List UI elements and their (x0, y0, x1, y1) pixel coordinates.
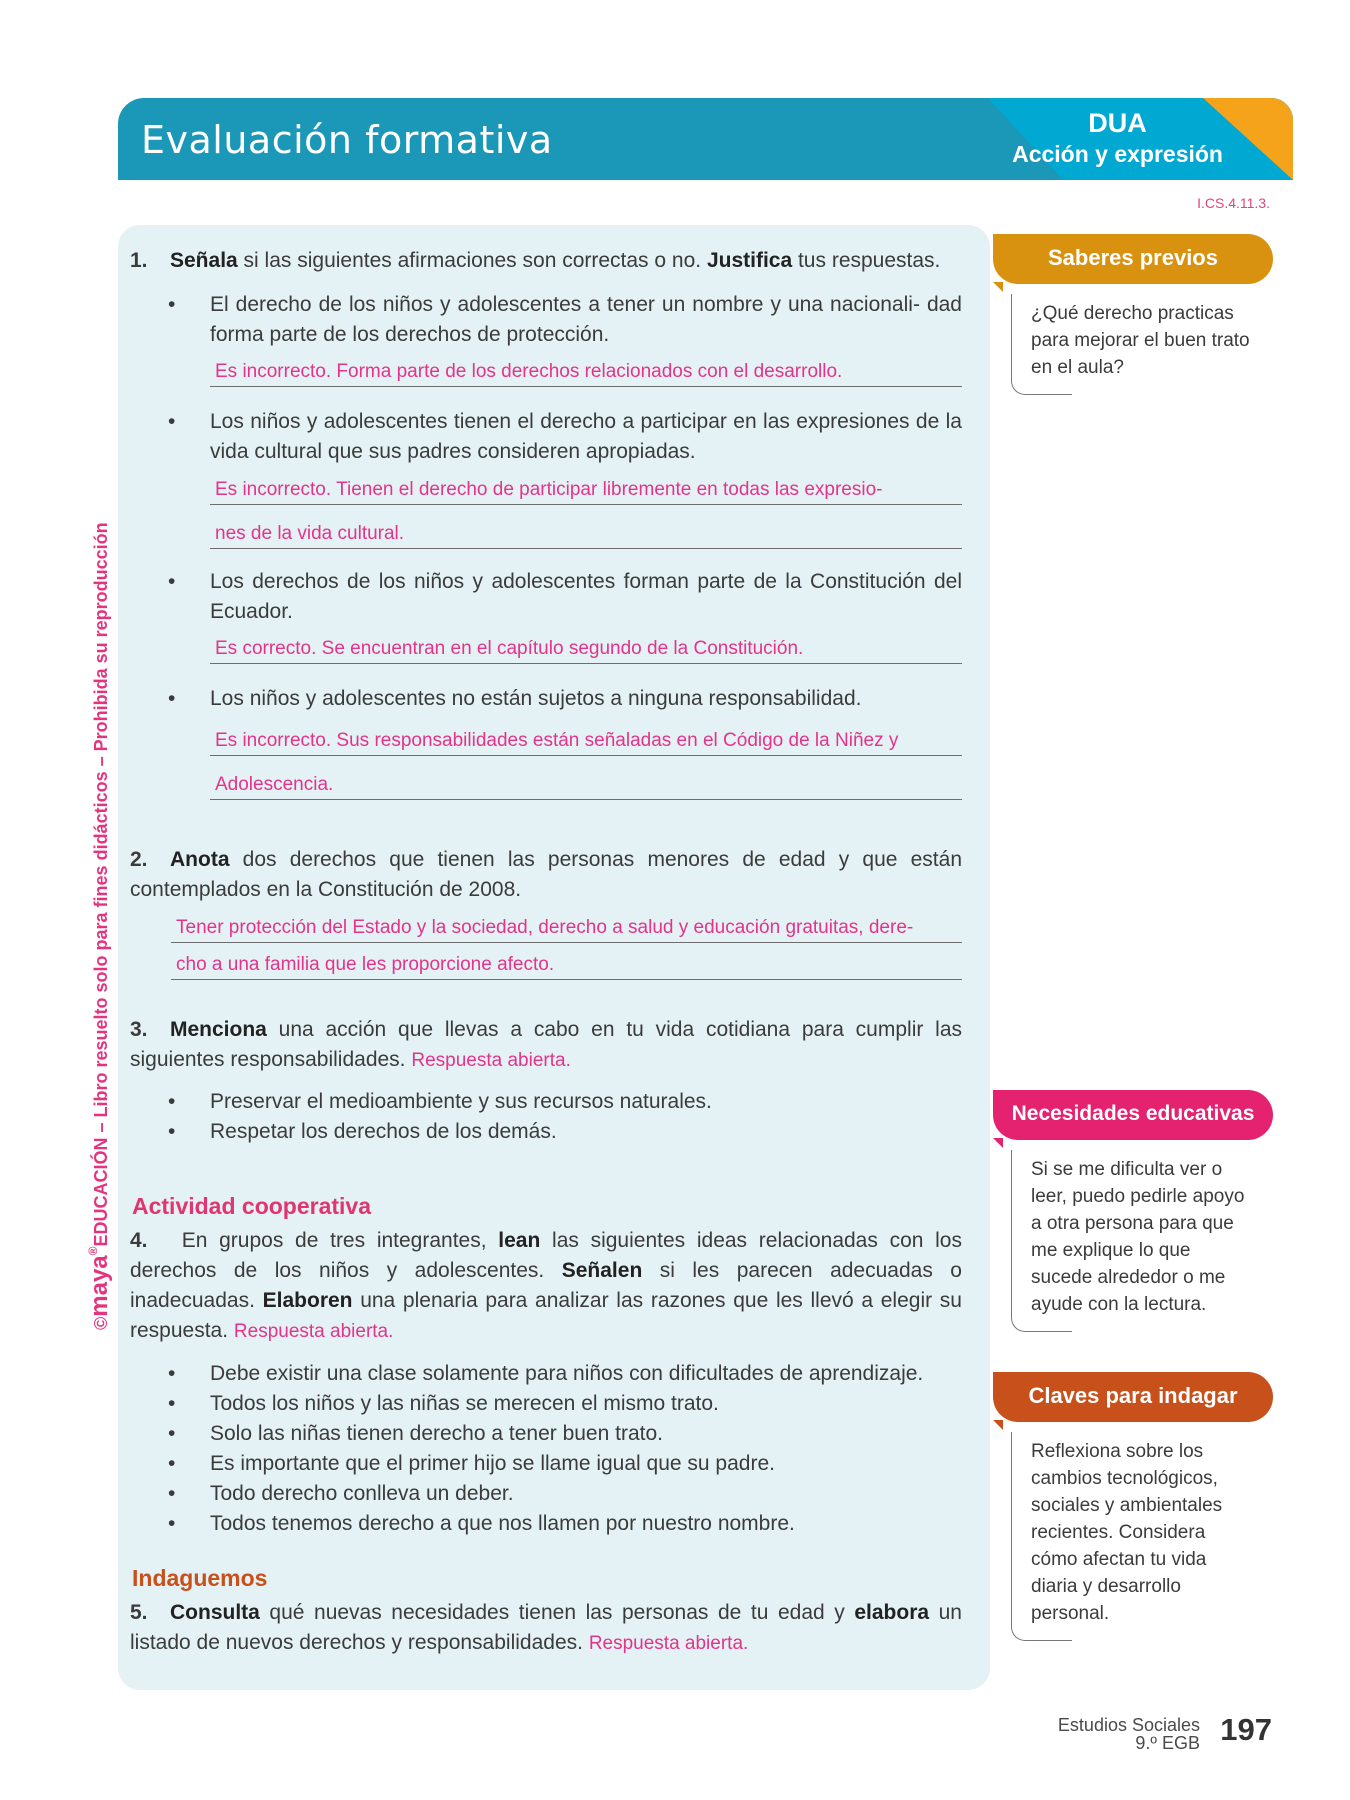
page-title: Evaluación formativa (141, 118, 553, 162)
indicator-code: I.CS.4.11.3. (1197, 195, 1270, 211)
bullet: • (168, 1422, 176, 1445)
copyright-text: EDUCACIÓN – Libro resuelto solo para fines didácticos – Prohibida su reproducción (91, 522, 111, 1247)
grade-label: 9.º EGB (1135, 1733, 1200, 1753)
question-number: 1. (130, 249, 148, 272)
bullet: • (168, 1362, 176, 1385)
question-number: 5. (130, 1601, 148, 1624)
dua-subtitle: Acción y expresión (1012, 141, 1223, 167)
list-item: Solo las niñas tienen derecho a tener buen trato. (210, 1422, 663, 1445)
question-5 (130, 1598, 962, 1659)
answer-line[interactable]: Es incorrecto. Forma parte de los derechos relacionados con el desarrollo. (210, 358, 962, 387)
list-item: Es importante que el primer hijo se llame igual que su padre. (210, 1452, 775, 1475)
sidebar-claves-para-indagar (993, 1372, 1273, 1641)
verb: Justifica (706, 249, 793, 272)
bullet: • (168, 1512, 176, 1535)
header-banner (118, 98, 1293, 180)
question-2 (130, 845, 962, 905)
bullet: • (168, 687, 176, 710)
section-cooperative: Actividad cooperativa (132, 1193, 372, 1219)
sidebar-tab-title: Saberes previos (993, 234, 1273, 284)
brand-logo: maya (86, 1255, 113, 1317)
bullet: • (168, 1120, 176, 1143)
verb: Menciona (170, 1018, 267, 1041)
question-text: dos derechos que tienen las personas menores de edad y que están contemplados en la Constitución de 2008. (130, 848, 962, 901)
sidebar-necesidades-educativas (993, 1090, 1273, 1332)
verb: Anota (170, 848, 230, 871)
question-number: 3. (130, 1018, 148, 1041)
bullet: • (168, 1452, 176, 1475)
bullet: • (168, 293, 176, 316)
answer-line[interactable]: Es correcto. Se encuentran en el capítulo segundo de la Constitución. (210, 635, 962, 664)
verb: Consulta (170, 1601, 260, 1624)
sidebar-tab-title: Claves para indagar (993, 1372, 1273, 1422)
sidebar-text: ¿Qué derecho practicas para mejorar el buen trato en el aula? (993, 294, 1273, 395)
list-item: Todos tenemos derecho a que nos llamen por nuestro nombre. (210, 1512, 795, 1535)
dua-label (1012, 108, 1223, 168)
question-text: En grupos de tres integrantes, (170, 1229, 499, 1252)
page-number: 197 (1220, 1712, 1272, 1747)
copyright-notice (86, 522, 114, 1330)
answer-line[interactable]: nes de la vida cultural. (210, 520, 962, 549)
verb: Señala (170, 249, 238, 272)
bullet: • (168, 1482, 176, 1505)
question-text: las siguientes ideas relacionadas con los derechos de los niños y adolescentes. (130, 1229, 962, 1282)
section-inquiry: Indaguemos (132, 1565, 268, 1591)
statement: Los niños y adolescentes tienen el derecho a participar en las expresiones de la vida cultural que sus padres consideren apropiadas. (210, 410, 962, 463)
dua-title: DUA (1088, 108, 1147, 138)
subject-name: Estudios Sociales (1057, 1715, 1200, 1735)
inline-answer: Respuesta abierta. (411, 1050, 571, 1071)
question-3 (130, 1015, 962, 1076)
list-item: Respetar los derechos de los demás. (210, 1120, 557, 1143)
question-text: si las siguientes afirmaciones son correctas o no. (237, 249, 707, 272)
question-number: 2. (130, 848, 148, 871)
question-number: 4. (130, 1229, 148, 1252)
registered-symbol: ® (86, 1246, 100, 1256)
statement: Los derechos de los niños y adolescentes forman parte de la Constitución del Ecuador. (210, 570, 962, 623)
question-1 (130, 246, 970, 276)
answer-line[interactable]: Es incorrecto. Tienen el derecho de participar libremente en todas las expresio- (210, 476, 962, 505)
statement: El derecho de los niños y adolescentes a tener un nombre y una nacionali- dad forma parte de los derechos de protección. (210, 293, 962, 346)
inline-answer: Respuesta abierta. (233, 1321, 394, 1342)
question-text: un listado de nuevos derechos y responsabilidades. (130, 1601, 962, 1654)
bullet: • (168, 570, 176, 593)
list-item: Todos los niños y las niñas se merecen el mismo trato. (210, 1392, 719, 1415)
question-text: una plenaria para analizar las razones que les llevó a elegir su respuesta. (130, 1289, 962, 1342)
question-text: si les parecen adecuadas o inadecuadas. (130, 1259, 962, 1312)
sidebar-saberes-previos (993, 234, 1273, 395)
bullet: • (168, 1392, 176, 1415)
list-item: Debe existir una clase solamente para niños con dificultades de aprendizaje. (210, 1362, 924, 1385)
answer-line[interactable]: Adolescencia. (210, 771, 962, 800)
statement: Los niños y adolescentes no están sujetos a ninguna responsabilidad. (210, 687, 862, 710)
answer-line[interactable]: Es incorrecto. Sus responsabilidades están señaladas en el Código de la Niñez y (210, 727, 962, 756)
verb: Señalen (561, 1259, 643, 1282)
answer-line[interactable]: cho a una familia que les proporcione afecto. (171, 951, 962, 980)
question-text: tus respuestas. (792, 249, 941, 272)
list-item: Todo derecho conlleva un deber. (210, 1482, 514, 1505)
question-text: una acción que llevas a cabo en tu vida cotidiana para cumplir las siguientes responsabilidades. (130, 1018, 962, 1071)
inline-answer: Respuesta abierta. (588, 1633, 749, 1654)
verb: Elaboren (262, 1289, 353, 1312)
answer-line[interactable]: Tener protección del Estado y la sociedad, derecho a salud y educación gratuitas, dere- (171, 914, 962, 943)
question-4 (130, 1226, 962, 1347)
copyright-symbol: © (91, 1316, 111, 1330)
verb: lean (498, 1229, 541, 1252)
footer-subject (1058, 1716, 1200, 1752)
verb: elabora (854, 1601, 930, 1624)
sidebar-text: Reflexiona sobre los cambios tecnológicos, sociales y ambientales recientes. Considera cómo afectan tu vida diaria y desarrollo personal. (993, 1432, 1273, 1641)
sidebar-tab-title: Necesidades educativas (993, 1090, 1273, 1140)
sidebar-text: Si se me dificulta ver o leer, puedo pedirle apoyo a otra persona para que me explique lo que sucede alrededor o me ayude con la lectura. (993, 1150, 1273, 1332)
list-item: Preservar el medioambiente y sus recursos naturales. (210, 1090, 712, 1113)
question-text: qué nuevas necesidades tienen las personas de tu edad y (259, 1601, 855, 1624)
bullet: • (168, 1090, 176, 1113)
bullet: • (168, 410, 176, 433)
